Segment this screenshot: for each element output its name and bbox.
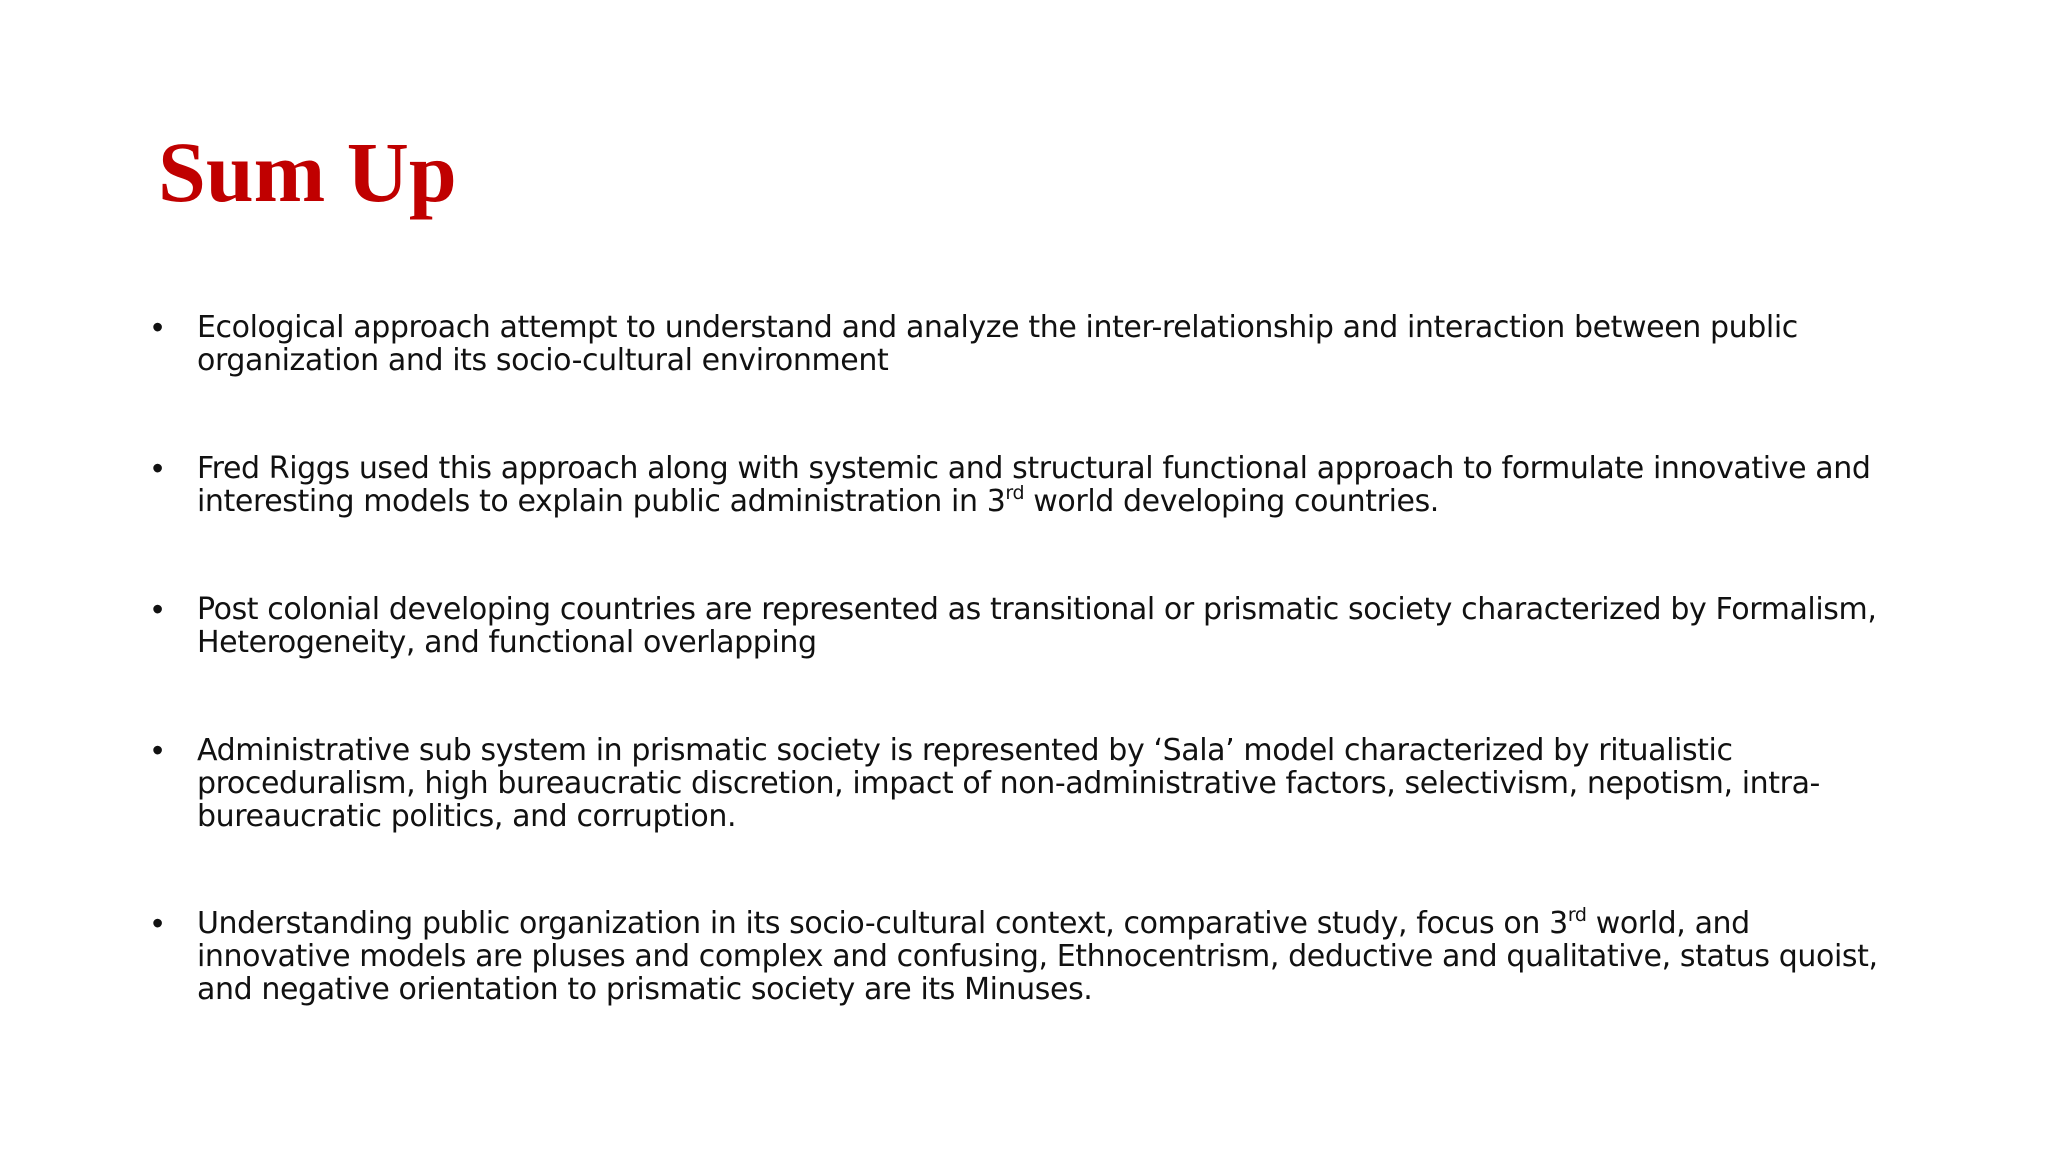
bullet-text xyxy=(197,593,1912,659)
slide-title: Sum Up xyxy=(158,124,457,220)
bullet-text xyxy=(197,452,1912,518)
bullet-item xyxy=(152,452,1912,518)
superscript-ordinal: rd xyxy=(1005,482,1025,504)
superscript-ordinal: rd xyxy=(1567,904,1587,926)
bullet-text xyxy=(197,734,1912,833)
bullet-item xyxy=(152,904,1912,1007)
bullet-item xyxy=(152,593,1912,659)
bullet-item xyxy=(152,734,1912,833)
bullet-text-part: Administrative sub system in prismatic society is represented by ‘Sala’ model characterized by ritualistic proceduralism, high bureaucratic discretion, impact of non-administrative factors, selectivism, nepotism, intra-bureaucratic politics, and corruption. xyxy=(197,733,1820,834)
bullet-text xyxy=(197,904,1912,1007)
bullet-text-part: Fred Riggs used this approach along with systemic and structural functional approach to formulate innovative and interesting models to explain public administration in 3 xyxy=(197,451,1871,519)
bullet-dot-icon: • xyxy=(152,450,164,486)
bullet-text-part: Ecological approach attempt to understand and analyze the inter-relationship and interaction between public organization and its socio-cultural environment xyxy=(197,310,1798,378)
bullet-dot-icon: • xyxy=(152,309,164,345)
bullet-dot-icon: • xyxy=(152,732,164,768)
bullet-dot-icon: • xyxy=(152,591,164,627)
bullet-text-part: Post colonial developing countries are represented as transitional or prismatic society characterized by Formalism, Heterogeneity, and functional overlapping xyxy=(197,592,1877,660)
bullet-text-part: world developing countries. xyxy=(1024,484,1439,519)
bullet-item xyxy=(152,311,1912,377)
bullet-dot-icon: • xyxy=(152,905,164,941)
bullet-text-part: Understanding public organization in its socio-cultural context, comparative study, focus on 3 xyxy=(197,906,1568,941)
bullet-text-part: world, and innovative models are pluses and complex and confusing, Ethnocentrism, deductive and qualitative, status quoist, and negative orientation to prismatic society are its Minuses. xyxy=(197,906,1878,1007)
bullet-text xyxy=(197,311,1912,377)
